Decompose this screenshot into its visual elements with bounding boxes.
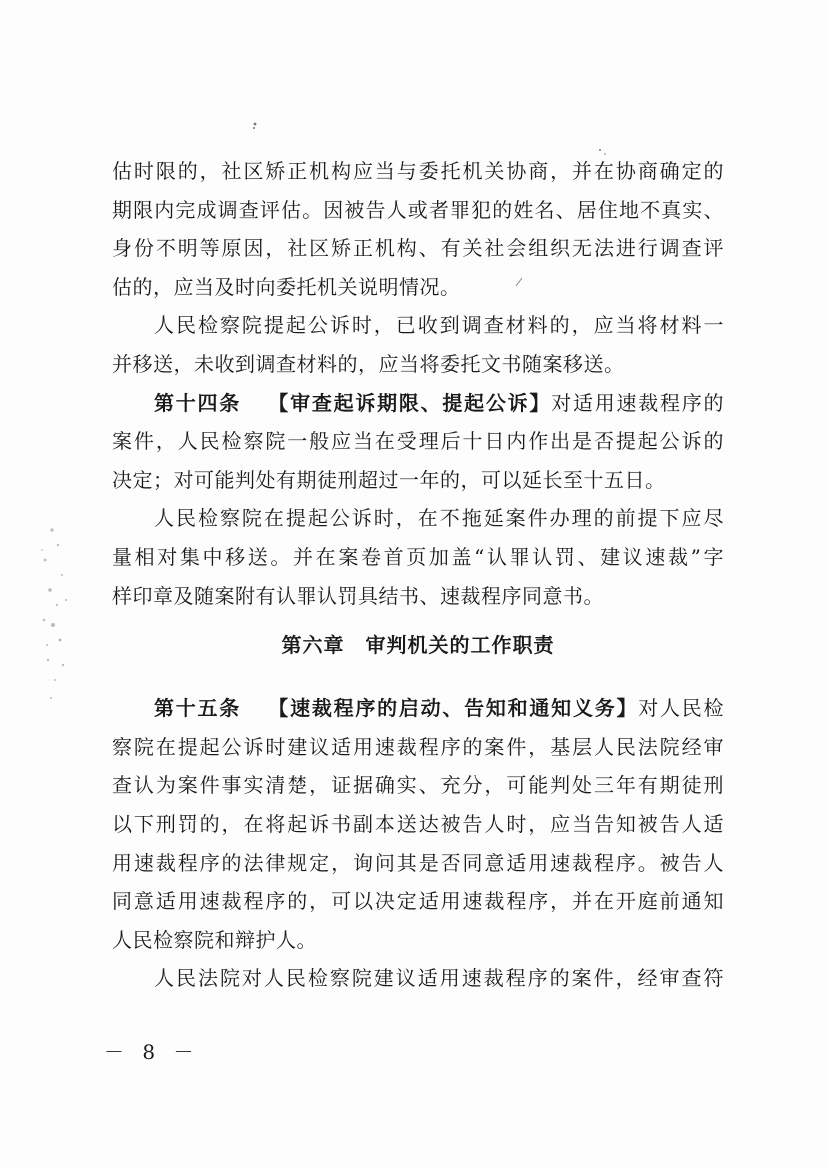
- spacer: [112, 675, 724, 689]
- text-line: 查认为案件事实清楚，证据确实、充分，可能判处三年有期徒刑: [112, 773, 724, 798]
- text-line: 人民法院对人民检察院建议适用速裁程序的案件，经审查符: [154, 966, 724, 991]
- article-15-title: 【速裁程序的启动、告知和通知义务】: [267, 696, 639, 721]
- text-line: 人民检察院提起公诉时，已收到调查材料的，应当将材料一: [154, 313, 724, 338]
- article-15-number: 第十五条: [154, 696, 242, 721]
- text-line: 量相对集中移送。并在案卷首页加盖“认罪认罚、建议速裁”字: [112, 544, 724, 569]
- text-line: 样印章及随案附有认罪认罚具结书、速裁程序同意书。: [112, 583, 604, 608]
- page-number: － 8 －: [104, 1040, 200, 1064]
- article-14-first-line: [112, 384, 724, 423]
- article-14-text: 对适用速裁程序的: [551, 390, 724, 415]
- text-line: 人民检察院和辩护人。: [112, 927, 317, 952]
- article-15-text: 对人民检: [638, 696, 724, 721]
- text-line: 身份不明等原因，社区矫正机构、有关社会组织无法进行调查评: [112, 236, 724, 261]
- text-line: 估时限的，社区矫正机构应当与委托机关协商，并在协商确定的: [112, 159, 724, 183]
- text-line: 期限内完成调查评估。因被告人或者罪犯的姓名、居住地不真实、: [112, 197, 724, 222]
- text-line: 估的，应当及时向委托机关说明情况。: [112, 274, 461, 299]
- text-line: 案件，人民检察院一般应当在受理后十日内作出是否提起公诉的: [112, 429, 724, 454]
- text-line: 察院在提起公诉时建议适用速裁程序的案件，基层人民法院经审: [112, 734, 724, 759]
- text-line: 同意适用速裁程序的，可以决定适用速裁程序，并在开庭前通知: [112, 889, 724, 914]
- text-line: 人民检察院在提起公诉时，在不拖延案件办理的前提下应尽: [154, 506, 724, 531]
- text-line: 决定；对可能判处有期徒刑超过一年的，可以延长至十五日。: [112, 467, 666, 492]
- chapter-heading: 第六章 审判机关的工作职责: [281, 633, 555, 658]
- article-15-first-line: [112, 689, 724, 728]
- article-14-title: 【审查起诉期限、提起公诉】: [267, 390, 552, 415]
- article-14-number: 第十四条: [154, 390, 242, 415]
- text-line: 用速裁程序的法律规定，询问其是否同意适用速裁程序。被告人: [112, 850, 724, 875]
- text-line: 并移送，未收到调查材料的，应当将委托文书随案移送。: [112, 351, 625, 376]
- text-line: 以下刑罚的，在将起诉书副本送达被告人时，应当告知被告人适: [112, 811, 724, 836]
- body-text: [112, 152, 724, 998]
